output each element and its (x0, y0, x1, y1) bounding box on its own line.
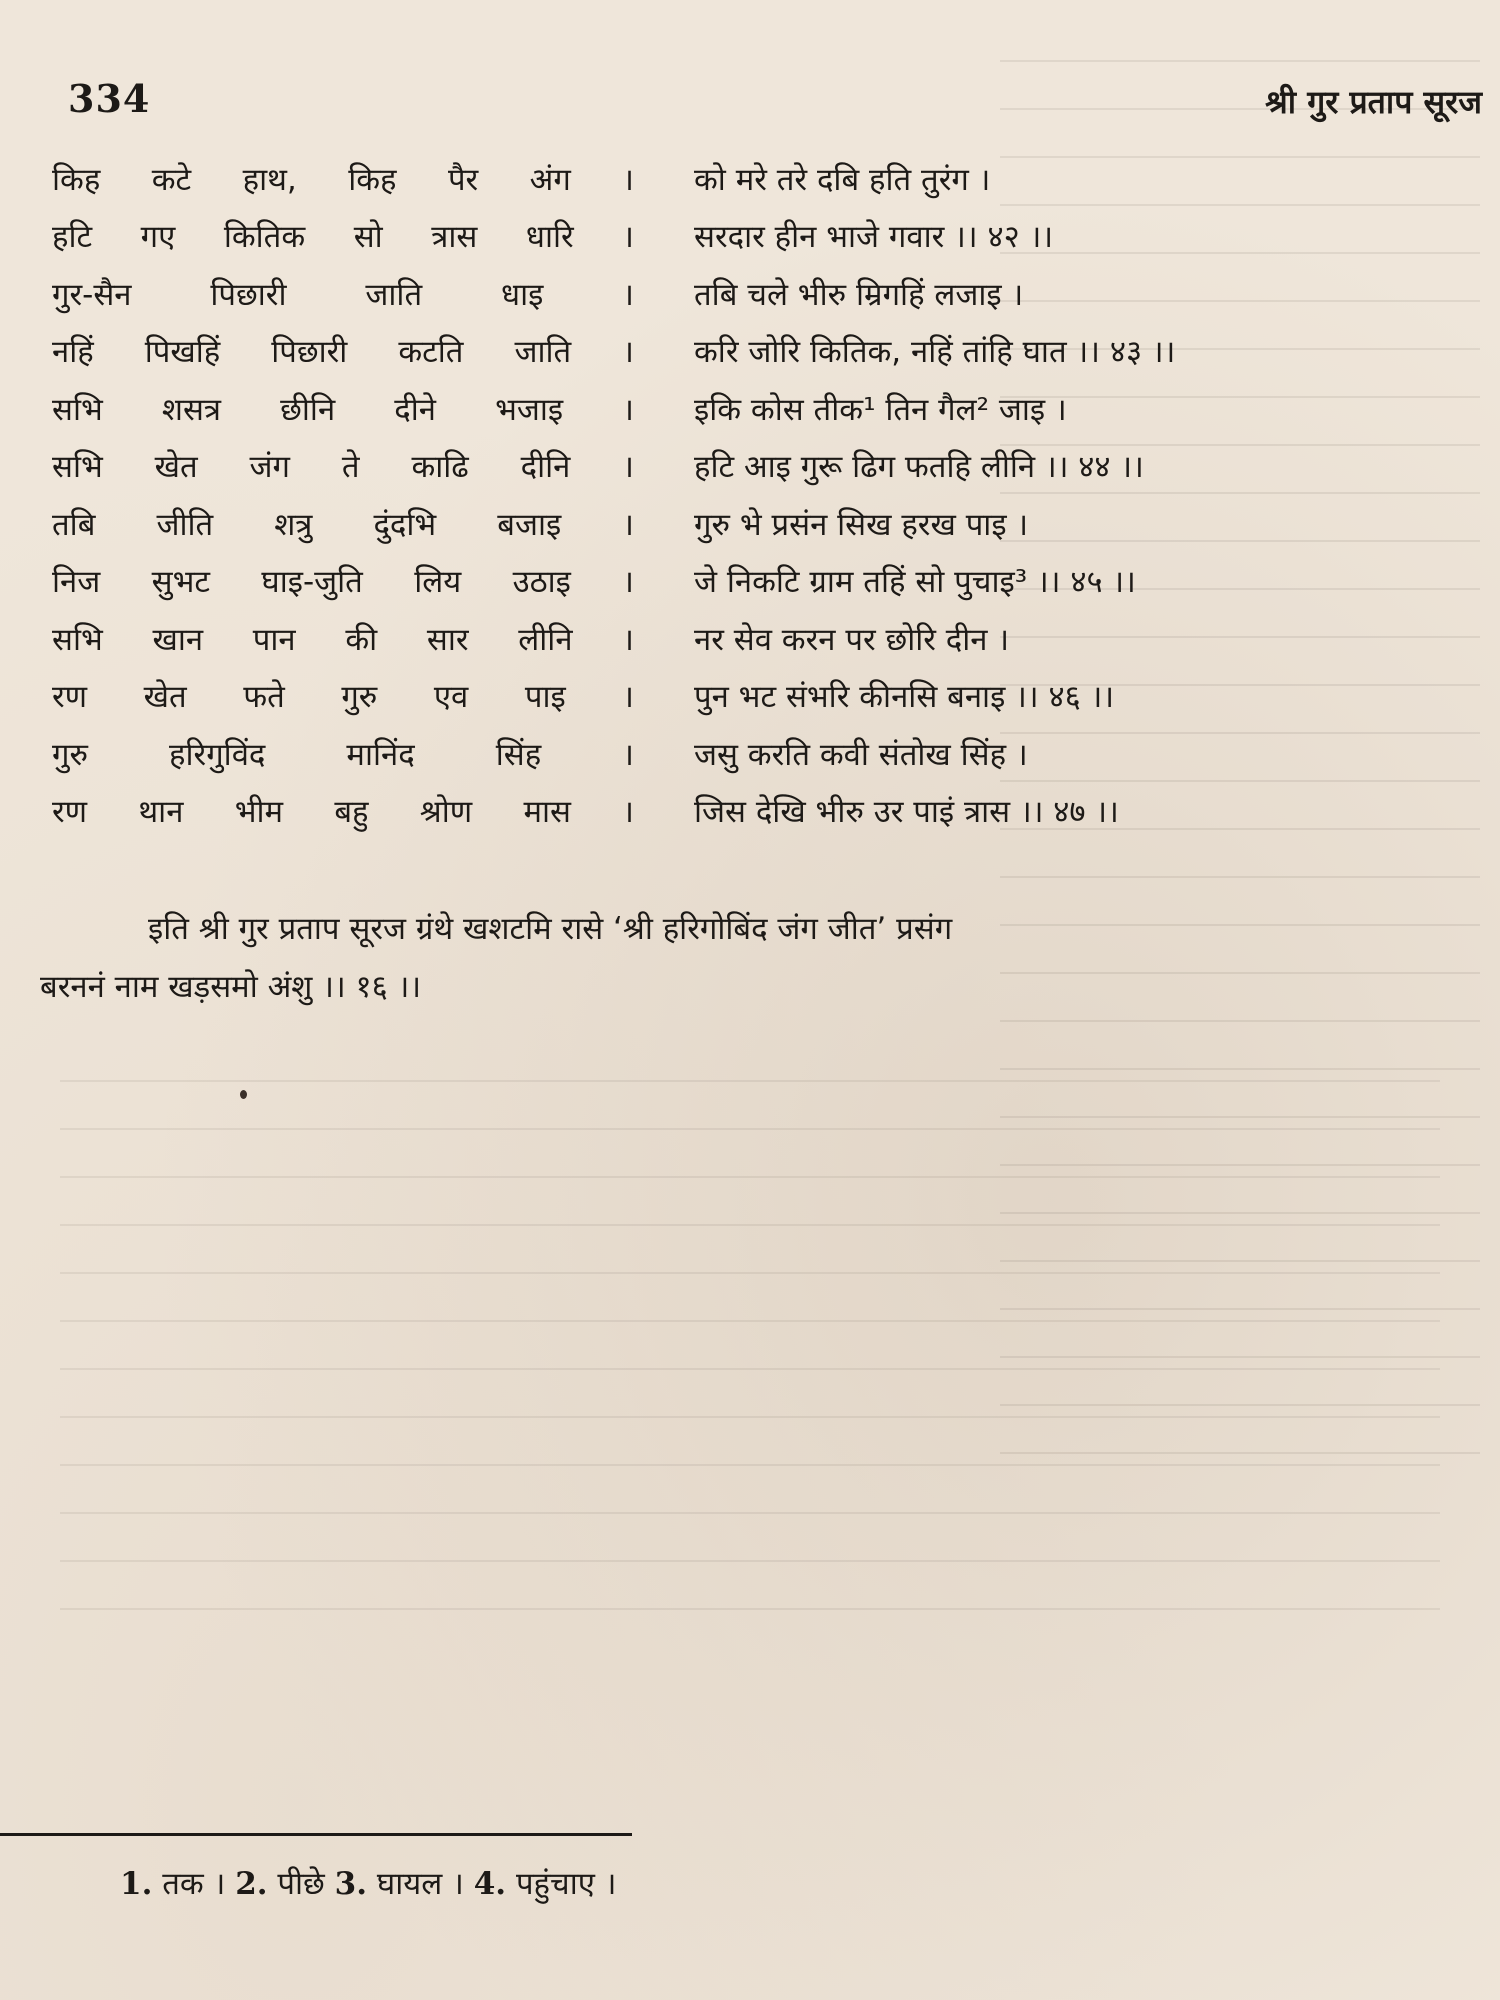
verse-line (52, 150, 1392, 208)
verse-line (52, 323, 1392, 381)
verse-second-half: जे निकटि ग्राम तहिं सो पुचाइ³ ।। ४५ ।। (694, 564, 1136, 601)
verse-first-half: गुर-सैन पिछारी जाति धाइ । (52, 276, 634, 313)
footnote-text: पहुंचाए । (515, 1866, 617, 1902)
page-number: 334 (68, 76, 151, 121)
verse-first-half: नहिं पिखहिं पिछारी कटति जाति । (52, 334, 634, 371)
verse-second-half: जिस देखि भीरु उर पाइं त्रास ।। ४७ ।। (694, 794, 1119, 831)
verse-line (52, 783, 1392, 841)
ink-spot (240, 1090, 247, 1099)
verse-second-half: इकि कोस तीक¹ तिन गैल² जाइ । (694, 391, 1067, 428)
verse-line (52, 495, 1392, 553)
verse-first-half: सभि खेत जंग ते काढि दीनि । (52, 449, 634, 486)
verse-second-half: को मरे तरे दबि हति तुरंग । (694, 161, 991, 198)
chapter-colophon (40, 900, 1480, 1016)
verse-first-half: तबि जीति शत्रु दुंदभि बजाइ । (52, 506, 634, 543)
footnote-number: 1. (120, 1866, 153, 1902)
verse-second-half: पुन भट संभरि कीनसि बनाइ ।। ४६ ।। (694, 679, 1115, 716)
verse-first-half: किह कटे हाथ, किह पैर अंग । (52, 161, 634, 198)
verse-first-half: रण खेत फते गुरु एव पाइ । (52, 679, 634, 716)
running-title: श्री गुर प्रताप सूरज (1265, 83, 1482, 121)
verse-first-half: रण थान भीम बहु श्रोण मास । (52, 794, 634, 831)
verse-first-half: सभि शसत्र छीनि दीने भजाइ । (52, 391, 634, 428)
verse-line (52, 610, 1392, 668)
footnote-text: घायल । (376, 1866, 464, 1902)
footnote-number: 3. (334, 1866, 368, 1902)
verse-line (52, 553, 1392, 611)
verse-line (52, 265, 1392, 323)
verse-line (52, 725, 1392, 783)
verse-first-half: हटि गए कितिक सो त्रास धारि । (52, 219, 634, 256)
verse-block (52, 150, 1392, 840)
verse-second-half: करि जोरि कितिक, नहिं तांहि घात ।। ४३ ।। (694, 334, 1176, 371)
footnote-divider (0, 1833, 632, 1836)
colophon-line: इति श्री गुर प्रताप सूरज ग्रंथे खशटमि रासे ‘श्री हरिगोबिंद जंग जीत’ प्रसंग (148, 911, 953, 947)
verse-line (52, 438, 1392, 496)
verse-second-half: तबि चले भीरु म्रिगहिं लजाइ । (694, 276, 1024, 313)
verse-line (52, 208, 1392, 266)
footnote-number: 4. (473, 1866, 507, 1902)
verse-first-half: सभि खान पान की सार लीनि । (52, 621, 634, 658)
verse-line (52, 380, 1392, 438)
verse-second-half: जसु करति कवी संतोख सिंह । (694, 736, 1028, 773)
verse-first-half: गुरु हरिगुविंद मानिंद सिंह । (52, 736, 634, 773)
footnotes (120, 1862, 616, 1904)
verse-second-half: हटि आइ गुरू ढिग फतहि लीनि ।। ४४ ।। (694, 449, 1144, 486)
bleed-through-text-lower (60, 1080, 1440, 1700)
verse-second-half: सरदार हीन भाजे गवार ।। ४२ ।। (694, 219, 1054, 256)
verse-line (52, 668, 1392, 726)
verse-second-half: गुरु भे प्रसंन सिख हरख पाइ । (694, 506, 1029, 543)
verse-second-half: नर सेव करन पर छोरि दीन । (694, 621, 1010, 658)
verse-first-half: निज सुभट घाइ-जुति लिय उठाइ । (52, 564, 634, 601)
footnote-text: पीछे (277, 1866, 325, 1902)
colophon-line: बरननं नाम खड़समो अंशु ।। १६ ।। (40, 969, 422, 1005)
footnote-number: 2. (235, 1866, 268, 1902)
footnote-text: तक । (162, 1866, 226, 1902)
